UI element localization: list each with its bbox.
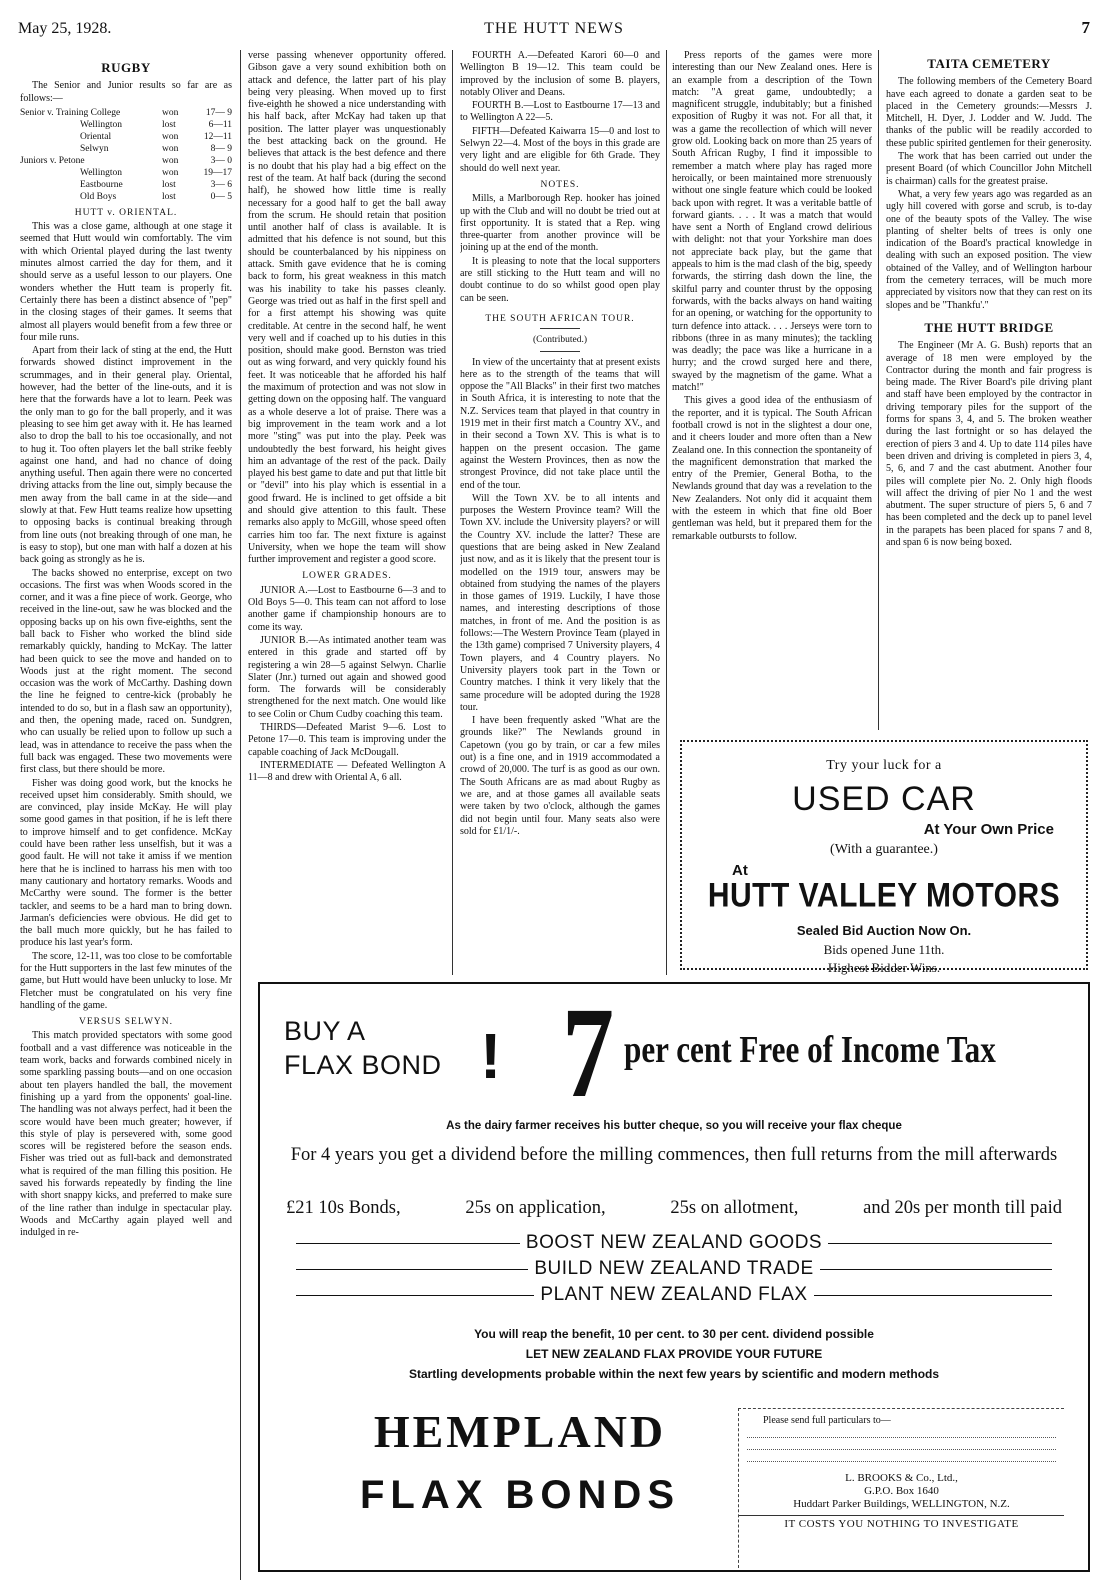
column-rule <box>452 50 453 975</box>
subheading-lower-grades: LOWER GRADES. <box>302 571 392 582</box>
article-paragraph: FOURTH B.—Lost to Eastbourne 17—13 and to Wellington A 22—5. <box>460 100 660 124</box>
column-rule <box>240 50 241 1580</box>
rugby-intro: The Senior and Junior results so far are as follows:— <box>20 80 232 104</box>
column-2 <box>248 50 446 970</box>
exclamation-mark: ! <box>480 1020 502 1092</box>
taita-cemetery-heading: TAITA CEMETERY <box>927 56 1051 71</box>
coupon-write-line[interactable] <box>747 1437 1056 1438</box>
article-paragraph: Apart from their lack of sting at the end, the Hutt forwards showed distinct improvement in the scrummages, and in their general play. Oriental, however, had the better of the line-outs, and it is here that the forwards have a lot to learn. Peek was the only man to go for the ball properly, and it was pleasing to see him get away with it. He has learned also to drop the ball to his toe occasionally, and not to hug it. Too often players let the ball strike feebly against one hand, and had no chance of doing anything useful. Then again there were no concerted driving attacks from the line out, simply because the men away from the ball came in at the side—and slowly at that. Few Hutt teams realize how upsetting to opposing backs is continual breaking through from line outs (not breaking through of one man, he is easy to stop), but one man with half a dozen at his back going as strongly as he is. <box>20 345 232 566</box>
flax-bond-advertisement <box>258 982 1090 1572</box>
result-row: Selwyn won 8— 9 <box>80 143 232 154</box>
dairy-line: As the dairy farmer receives his butter cheque, so you will receive your flax cheque <box>446 1120 902 1132</box>
article-paragraph: JUNIOR A.—Lost to Eastbourne 6—3 and to Old Boys 5—0. This team can not afford to lose another game if championship honours are to come its way. <box>248 584 446 633</box>
tour-byline: (Contributed.) <box>532 335 588 346</box>
ad-price-line: At Your Own Price <box>923 821 1054 838</box>
result-row: Wellington lost 6—11 <box>80 119 232 130</box>
results-table <box>20 107 232 203</box>
column-5 <box>886 52 1092 688</box>
result-row: Juniors v. Petone won 3— 0 <box>20 155 232 166</box>
article-paragraph: The backs showed no enterprise, except on two occasions. The first was when Woods scored in the corner, and it was a fine piece of work. George, who received in the line-out, saw he was blocked and the opposing backs up on his own five-eighths, sent the ball back to Fisher who worked the blind side remarkably quickly, handing to McKay. The latter had been quick to see the move and handed on to Woods just at the right moment. The second occasion was the work of McCarthy. Dashing down the line he feigned to centre-kick (probably he intended to do so, but in a flash saw an opportunity), and then, the opening made, raced on. Sundgren, who can usually be relied upon to follow up such a lead, was in attendance to receive the pass when the full back was engaged. These two movements were first class, but there should be more. <box>20 567 232 776</box>
tour-heading: THE SOUTH AFRICAN TOUR. <box>485 313 635 324</box>
hempland-title: HEMPLAND FLAX BONDS <box>360 1406 680 1517</box>
divider <box>540 328 580 329</box>
result-row: Old Boys lost 0— 5 <box>80 191 232 202</box>
article-paragraph: This gives a good idea of the enthusiasm of the reporter, and it is typical. The South African football crowd is not in the slightest a dour one, and it cheers louder and more often than a New Zealand one. In this connection the spontaneity of the magnificent demonstration that marked the entry of the Premier, General Botha, to the Newlands ground that day was a revelation to the New Zealanders. Not only did it acquaint them with the esteem in which that fine old Boer gentleman was held, but it prepared them for the remarkable outbursts to follow. <box>672 395 872 542</box>
newspaper-title: THE HUTT NEWS <box>484 20 624 37</box>
ad-headline: USED CAR <box>792 780 976 818</box>
hutt-bridge-heading: THE HUTT BRIDGE <box>924 319 1054 335</box>
article-paragraph: This was a close game, although at one stage it seemed that Hutt would win comfortably. The vim with which Oriental played during the last twenty minutes almost carried the day for them, and it should serve as a useful lesson to our players. One wonders whether the Hutt team is properly fit. Certainly there has been a distinct absence of "pep" in the closing stages of their games. It seems that almost all players would benefit from a few three or four mile runs. <box>20 221 232 343</box>
dividend-line: For 4 years you get a dividend before the milling commences, then full returns from the mill afterwards <box>290 1145 1058 1165</box>
slogan: BOOST NEW ZEALAND GOODS <box>290 1230 1058 1256</box>
result-row: Eastbourne lost 3— 6 <box>80 179 232 190</box>
article-paragraph: FIFTH—Defeated Kaiwarra 15—0 and lost to Selwyn 22—4. Most of the boys in this grade are very light and are eligible for 6th Grade. They should do well next year. <box>460 125 660 174</box>
article-paragraph: The score, 12-11, was too close to be comfortable for the Hutt supporters in the last few minutes of the game, but Hutt would have been unlucky to lose. Mr Fletcher must be congratulated on his very fine handling of the game. <box>20 950 232 1011</box>
used-car-advertisement <box>680 740 1088 975</box>
slogans <box>290 1230 1058 1308</box>
reply-coupon[interactable] <box>738 1408 1064 1568</box>
article-paragraph: This match provided spectators with some good football and a vast difference was noticeable in the team work, backs and forwards combined nicely in some sparkling passing bouts—and on one occasion about ten players handled the ball, the movement finishing up a yard from the opponents' goal-line. The handling was not always perfect, had it been the score would have been much greater; however, if this style of play is persevered with, some good scores will be registered before the season ends. Fisher was tried out as full-back and demonstrated what is required of the man filling this position. He saved his forwards repeatedly by finding the line with short snappy kicks, and preferred to make sure of the line rather than indulge in spectacular play. Woods and McCarthy again played well and indulged in re- <box>20 1030 232 1239</box>
ad-at: At <box>732 862 748 879</box>
column-rule <box>878 50 879 730</box>
column-rule <box>666 50 667 975</box>
page-number: 7 <box>1081 18 1090 37</box>
article-paragraph: Press reports of the games were more interesting than our New Zealand ones. Here is an example from a description of the Town match: "A great game, undoubtedly; a magnificent struggle, indubitably; but a finished exposition of Rugby it was not. For all that, it was a game the recollection of which will never grow old. Looking back on more than 25 years of South African Rugby, I find it impossible to remember a match where play has raged more heroically, or been maintained more strenuously without one single feature which could be looked back upon with regret. It was a veritable battle of forward giants. . . . It was a match that would have sent a North of England crowd delirious with delight: not that your Yorkshire man does not appreciate back play, but the game that appeals to him is the mad clash of the big, speedy forwards, the stirring dash down the line, the skilful parry and counter thrust by the opposing forwards, with the backs always on hand waiting for an opening, or watching for the opportunity to turn defence into attack. . . . Jerseys were torn to ribbons (three in as many minutes); the tackling was deadly; the pace was like a hurricane in a hurry; and the crowd surged here and there, swayed by the magnetism of the game. What a match!" <box>672 50 872 394</box>
divider <box>540 351 580 352</box>
income-tax-headline: per cent Free of Income Tax <box>624 1029 996 1071</box>
article-paragraph: The following members of the Cemetery Board have each agreed to donate a garden seat to be placed in the Cemetery grounds:—Messrs J. Mitchell, H. Dyer, J. Lodder and W. Judd. The thanks of the public will be readily accorded to these public spirited gentlemen for their generosity. <box>886 76 1092 149</box>
coupon-write-line[interactable] <box>747 1449 1056 1450</box>
ad-dealer-name: HUTT VALLEY MOTORS <box>707 876 1061 915</box>
ad-highest-bidder: Highest Bidder Wins. <box>827 960 941 975</box>
coupon-write-line[interactable] <box>747 1461 1056 1462</box>
result-row: Oriental won 12—11 <box>80 131 232 142</box>
benefit-lines: You will reap the benefit, 10 per cent. to 30 per cent. dividend possible LET NEW ZEALAND FLAX PROVIDE YOUR FUTURE Startling developments probable within the next few years by scientific and modern methods <box>408 1327 940 1381</box>
subheading-hutt-oriental: HUTT v. ORIENTAL. <box>74 207 178 218</box>
coupon-label: Please send full particulars to— <box>763 1415 891 1426</box>
issue-date: May 25, 1928. <box>18 20 112 37</box>
result-row: Senior v. Training College won 17— 9 <box>20 107 232 118</box>
bond-terms: £21 10s Bonds, 25s on application, 25s on allotment, and 20s per month till paid <box>286 1198 1062 1218</box>
slogan: PLANT NEW ZEALAND FLAX <box>290 1282 1058 1308</box>
article-paragraph: Will the Town XV. be to all intents and purposes the Western Province team? Will the Town XV. include the University players? or will the Country XV. include the latter? These are questions that are being asked in New Zealand just now, and as it is likely that the present tour is modelled on the 1919 tour, answers may be obtained from studying the names of the players in those games of 1919. Luckily, I have those names, and interesting descriptions of those matches, in front of me. And the position is as follows:—The Western Province Team (played in the 13th game) comprised 7 University players, 4 Town players, and 4 Country players. No University players took part in the Town or Country matches. I think it very likely that the same procedure will be adopted during the 1928 tour. <box>460 492 660 713</box>
subheading-versus-selwyn: VERSUS SELWYN. <box>78 1017 174 1028</box>
article-paragraph: What, a very few years ago was regarded as an ugly hill covered with gorse and scrub, is to-day one of the beauty spots of the Valley. The wise planting of shelter belts of trees is only one indication of the Board's practical knowledge in dealing with such an exposed position. The view obtained of the Valley, and of Wellington harbour from the cemetery terraces, will be much more appreciated by visitors now that they can rest on its slopes and be "Thankfu'." <box>886 188 1092 311</box>
column-3 <box>460 50 660 970</box>
article-paragraph: FOURTH A.—Defeated Karori 60—0 and Wellington B 19—12. This team could be improved by the inclusion of some B. players, notably Oliver and Deans. <box>460 50 660 98</box>
article-paragraph: It is pleasing to note that the local supporters are still sticking to the Hutt team and will no doubt continue to do so whilst good open play can be seen. <box>460 255 660 304</box>
article-paragraph: THIRDS—Defeated Marist 9—6. Lost to Petone 17—0. This team is improving under the capable coaching of Jack McDougall. <box>248 722 446 758</box>
result-row: Wellington won 19—17 <box>80 167 232 178</box>
masthead <box>18 14 1090 38</box>
ad-tagline: Try your luck for a <box>826 758 942 773</box>
article-paragraph: INTERMEDIATE — Defeated Wellington A 11—8 and drew with Oriental A, 6 all. <box>248 759 446 784</box>
article-paragraph: JUNIOR B.—As intimated another team was entered in this grade and started off by registering a win 28—5 against Selwyn. Charlie Slater (Jnr.) turned out again and showed good form. The forwards will be considerably strengthened for the next match. One would like to see Colin or Chum Cudby coaching this team. <box>248 634 446 720</box>
article-paragraph: Mills, a Marlborough Rep. hooker has joined up with the Club and will no doubt be tried out at first opportunity. It is stated that a Rep. wing three-quarter from another province will be joining up at the end of the month. <box>460 193 660 254</box>
column-1 <box>20 56 232 1576</box>
coupon-address: L. BROOKS & Co., Ltd., G.P.O. Box 1640 Huddart Parker Buildings, WELLINGTON, N.Z. <box>793 1472 1010 1510</box>
article-paragraph: verse passing whenever opportunity offered. Gibson gave a very sound exhibition both on attack and defence, the latter part of his play being very pleasing. When moved up to first five-eighth he showed a nice understanding with his half back, after McKay had taken up that position. The latter player was unquestionably the best attacking back on the ground. He believes that attack is the best defence and there is no doubt that his play had a big effect on the rest of the team. At half back (during the second half), he showed how little time is really necessary for a good half to get the ball away from the scrum. He should retain that position until another half of class is available. It is admitted that his defence is not sound, but this should be counterbalanced by his nippiness on attack. Smith gave evidence that he is coming back to form, his great weakness in this match was his inability to take his passes cleanly. George was tried out as half in the first spell and for a first attempt his showing was quite creditable. At centre in the second half, he went very well and if coached up to his duties in this position, should make good. Bernston was tried out as wing forward, and very quickly found his feet. It was noticeable that he afforded his half the maximum of protection and was not slow in getting down on the opposing half. The vanguard as a whole deserve a lot of praise. There was a big improvement in the team work and a lot more "sting" was put into the play. Peek was undoubtedly the best forward, his height gives him an advantage of the rest of the pack. Daily played his best game to date and put that little bit or "devil" into his play which is essential in a good frward. He is inclined to get offside a bit and should give attention to this fault. These remarks also apply to McGill, whose speed often carries him too far. The next fixture is against University, when we hope the team will show further improvement and register a good score. <box>248 50 446 566</box>
investigate-line: IT COSTS YOU NOTHING TO INVESTIGATE <box>739 1515 1064 1530</box>
article-paragraph: Fisher was doing good work, but the knocks he received upset him considerably. Smith should, we are convinced, play inside McKay. He will play some good games in that position, if he is left there to improve himself and to get confidence. McKay could have been rather less unselfish, but it was a good fault. He will not take it amiss if we mention here that he is inclined to harrass his men with too many cautionary and hortatory remarks. Woods and McCarthy were sound. The former is the better tackler, and seems to be a hard man to bring down. Jarman's deficiencies were obvious. He did get to the ball much more quickly, but he has failed to produce his last year's form. <box>20 777 232 949</box>
ad-bids-date: Bids opened June 11th. <box>823 942 945 957</box>
article-paragraph: The Engineer (Mr A. G. Bush) reports that an average of 18 men were employed by the Contractor during the month and fair progress is being made. The River Board's pile driving plant and staff have been employed by the contractor in driving temporary piles for the support of the forms for spans 3, 4, and 5. The broken weather during the last fortnight or so has delayed the erection of piers 3 and 4. Up to date 114 piles have been driven and driving is completed in piers 3, 4, 5, 6, and 7 and the cast abutment. Another four piles will complete pier No. 2. Only high floods will affect the driving of pier No 1 and the west abutment. The super structure of piers 5, 6 and 7 has been completed and the deck up to panel level in the parapets has been placed for spans 7 and 8, and span 6 is now being boxed. <box>886 340 1092 548</box>
article-paragraph: I have been frequently asked "What are the grounds like?" The Newlands ground in Capetown (you go by train, or car a few miles out) is a fine one, and in 1919 accommodated a crowd of 20,000. The turf is as good as our own. The South Africans are as mad about Rugby as we are, and at those games all available seats were taken by two o'clock, although the games did not begin until four. Many seats also were sold for £1/1/-. <box>460 715 660 837</box>
notes-heading: NOTES. <box>540 179 580 190</box>
column-4 <box>672 50 872 690</box>
ad-auction: Sealed Bid Auction Now On. <box>796 923 972 938</box>
rugby-heading: RUGBY <box>101 60 151 75</box>
article-paragraph: In view of the uncertainty that at present exists here as to the strength of the teams that will oppose the "All Blacks" in their first two matches in South Africa, it is interesting to note that the N.Z. Services team that played in that country in 1919 met in their first match a Country XV., and in their second a Town XV. This is what is to happen on the present occasion. The game against the Western Provinces, then as now the strongest Province, did not take place until the end of the tour. <box>460 356 660 491</box>
slogan: BUILD NEW ZEALAND TRADE <box>290 1256 1058 1282</box>
seven-numeral: 7 <box>562 981 614 1125</box>
ad-guarantee: (With a guarantee.) <box>830 842 938 857</box>
article-paragraph: The work that has been carried out under the present Board (of which Councillor John Mitchell is chairman) calls for the greatest praise. <box>886 151 1092 187</box>
buy-a-flax-bond: BUY A FLAX BOND <box>284 1016 442 1080</box>
